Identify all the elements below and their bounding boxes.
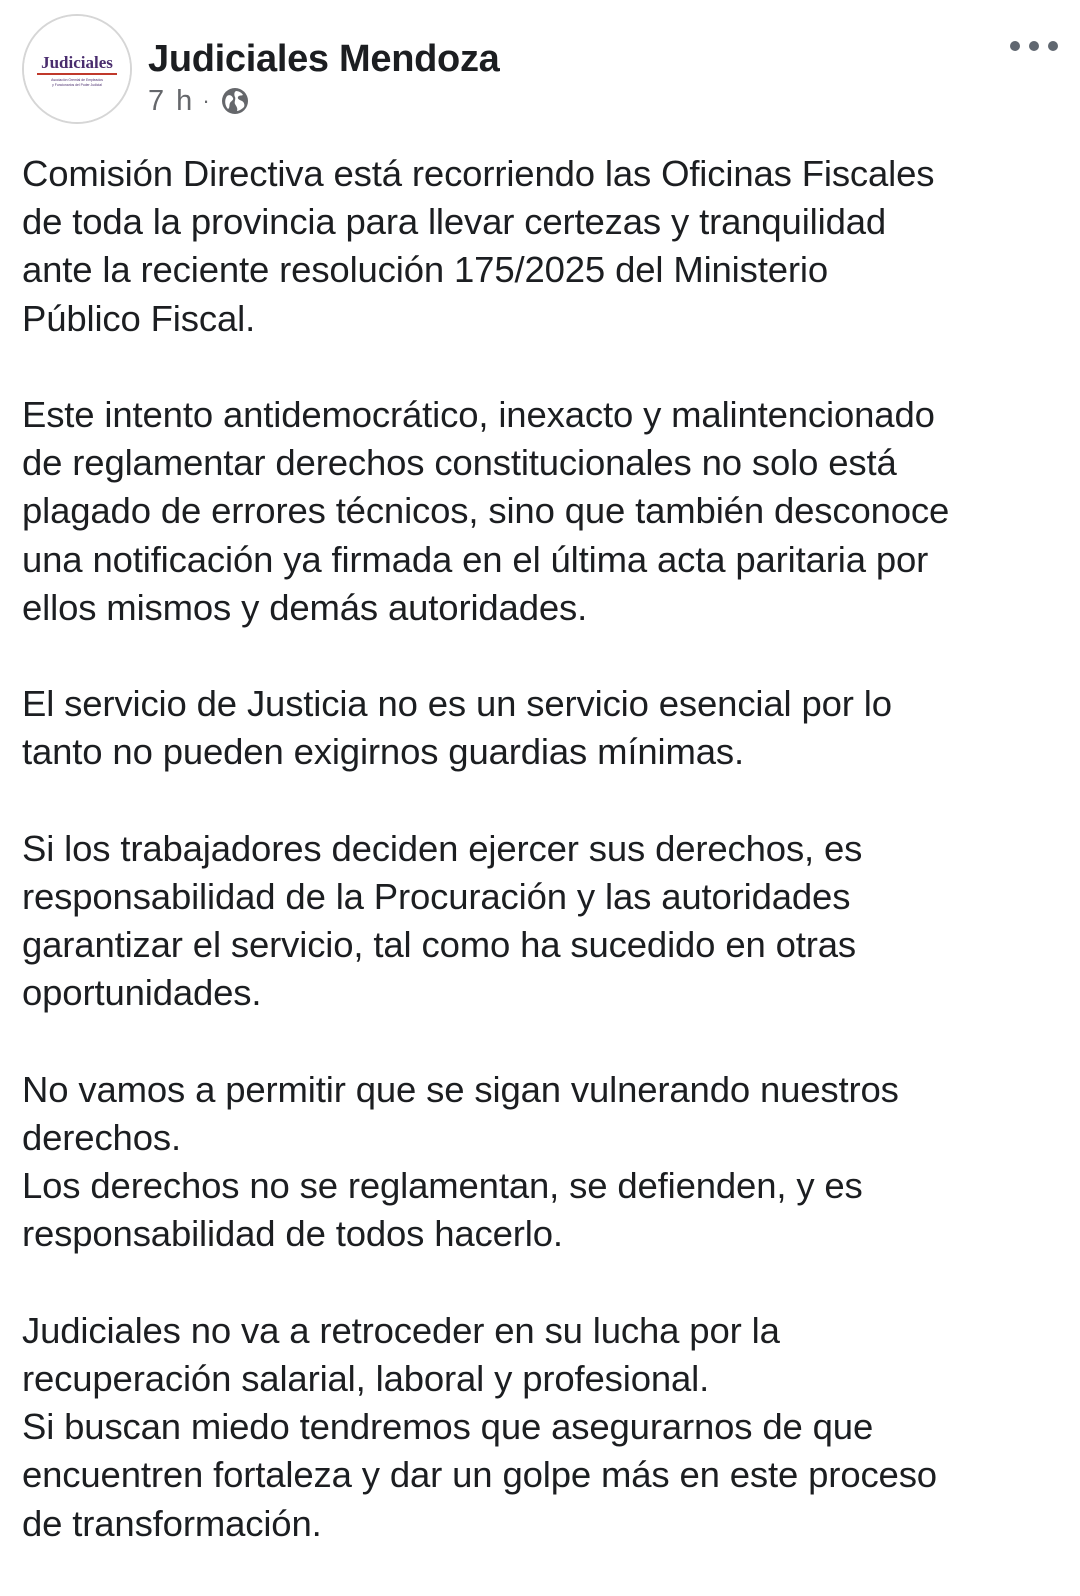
svg-text:Asociación Gremial de Empleado: Asociación Gremial de Empleados [51,78,103,82]
post-meta [148,84,250,118]
post-text-line: Comisión Directiva está recorriendo las Oficinas Fiscales [22,153,935,194]
svg-text:y Funcionarios del Poder Judic: y Funcionarios del Poder Judicial [52,83,102,87]
post-time[interactable]: 7 h [148,84,195,117]
post-text-line: recuperación salarial, laboral y profesional. [22,1358,710,1399]
post-text-line: plagado de errores técnicos, sino que también desconoce [22,490,950,532]
post-paragraph [22,1066,1062,1259]
post-text-line: Los derechos no se reglamentan, se defienden, y es [22,1165,863,1207]
post-text-line: de reglamentar derechos constitucionales no solo está [22,442,897,484]
post-text-line: Judiciales no va a retroceder en su lucha por la [22,1309,780,1351]
post-header [22,14,1066,130]
more-options-button[interactable] [1010,36,1058,56]
post-paragraph [22,150,1062,343]
avatar[interactable] [22,14,132,124]
more-dot [1048,41,1058,51]
more-dot [1029,41,1039,51]
judiciales-logo [24,16,130,122]
post-paragraph [22,825,1062,1018]
post-text-line: Si los trabajadores deciden ejercer sus derechos, es [22,827,863,869]
post-body [22,150,1062,1596]
post-text-line: una notificación ya firmada en el última acta paritaria por [22,538,929,580]
svg-text:Judiciales: Judiciales [41,53,113,72]
post-text-line: responsabilidad de todos hacerlo. [22,1213,563,1255]
post-text-line: derechos. [22,1117,181,1158]
post-text-line: tanto no pueden exigirnos guardias mínimas. [22,731,744,773]
post-text-line: Público Fiscal. [22,297,256,339]
post-paragraph [22,1307,1062,1548]
post-paragraph [22,391,1062,632]
post-text-line: de toda la provincia para llevar certezas y tranquilidad [22,201,887,243]
post-text-line: Este intento antidemocrático, inexacto y malintencionado [22,394,935,435]
post-text-line: No vamos a permitir que se sigan vulnerando nuestros [22,1068,899,1110]
post-text-line: ellos mismos y demás autoridades. [22,586,588,628]
post-text-line: encuentren fortaleza y dar un golpe más en este proceso [22,1454,937,1496]
post-text-line: de transformación. [22,1502,322,1544]
post-text-line: El servicio de Justicia no es un servicio esencial por lo [22,683,892,725]
post-text-line: garantizar el servicio, tal como ha sucedido en otras [22,924,857,966]
post-text-line: ante la reciente resolución 175/2025 del Ministerio [22,249,828,291]
more-horizontal-icon [1010,41,1020,51]
globe-icon[interactable] [220,86,250,116]
author-name[interactable]: Judiciales Mendoza [148,38,500,80]
post-text-line: Si buscan miedo tendremos que asegurarnos de que [22,1406,874,1448]
post-paragraph [22,680,1062,776]
meta-separator: · [202,88,210,113]
post-text-line: responsabilidad de la Procuración y las autoridades [22,876,851,917]
post-text-line: oportunidades. [22,972,262,1014]
